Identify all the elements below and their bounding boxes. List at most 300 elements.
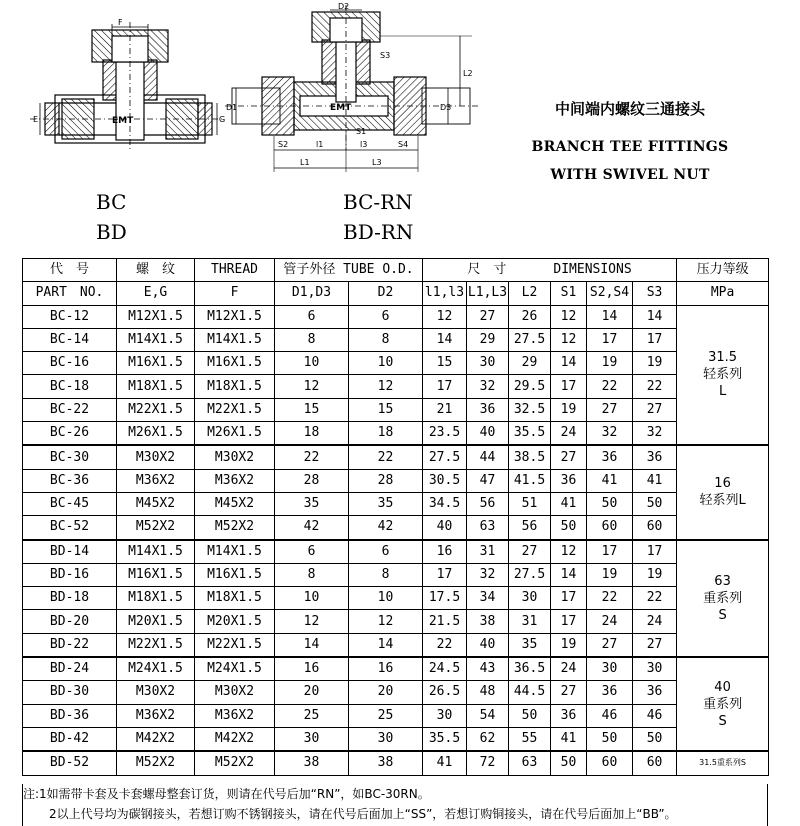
header-code: 代 号 <box>23 259 117 282</box>
table-cell: 41 <box>587 469 633 492</box>
table-cell: 22 <box>423 633 467 657</box>
notes <box>22 784 768 826</box>
table-cell: 17 <box>423 563 467 586</box>
pressure-line: 重系列 <box>703 696 743 712</box>
table-cell: 72 <box>467 751 509 775</box>
table-cell: 14 <box>349 633 423 657</box>
table-cell: 35 <box>275 492 349 515</box>
table-cell: 36 <box>551 469 587 492</box>
pressure-cell <box>677 305 769 445</box>
table-cell: 6 <box>275 540 349 564</box>
table-cell: 8 <box>275 328 349 351</box>
table-cell: M26X1.5 <box>195 422 275 446</box>
table-cell: 27.5 <box>509 563 551 586</box>
table-cell: 41 <box>423 751 467 775</box>
table-cell: M52X2 <box>117 751 195 775</box>
table-row <box>23 375 769 398</box>
table-cell: 36 <box>633 681 677 704</box>
table-cell: BD-22 <box>23 633 117 657</box>
header2-cell: PART NO. <box>23 282 117 305</box>
table-cell: M52X2 <box>195 516 275 540</box>
table-cell: 17 <box>633 540 677 564</box>
table-cell: 46 <box>633 704 677 727</box>
table-cell: M45X2 <box>195 492 275 515</box>
table-cell: 34 <box>467 587 509 610</box>
title-cn: 中间端内螺纹三通接头 <box>554 100 705 118</box>
header2-cell: MPa <box>677 282 769 305</box>
header2-cell: L2 <box>509 282 551 305</box>
title-en-1: BRANCH TEE FITTINGS <box>531 139 729 155</box>
table-row <box>23 328 769 351</box>
table-cell: 19 <box>633 352 677 375</box>
table-cell: 17 <box>551 587 587 610</box>
header2-cell: E,G <box>117 282 195 305</box>
series-label-bc-rn: BC-RN <box>343 190 413 214</box>
table-cell: 24 <box>551 657 587 681</box>
label-L3: L3 <box>372 158 382 167</box>
table-row <box>23 398 769 421</box>
table-cell: 35.5 <box>423 727 467 751</box>
table-cell: 22 <box>587 375 633 398</box>
table-cell: 44.5 <box>509 681 551 704</box>
table-cell: 22 <box>349 445 423 469</box>
label-S3: S3 <box>380 51 391 60</box>
header2-cell: L1,L3 <box>467 282 509 305</box>
pressure-line: 轻系列 <box>703 367 743 383</box>
table-cell: M45X2 <box>117 492 195 515</box>
table-cell: 20 <box>349 681 423 704</box>
table-cell: 18 <box>349 422 423 446</box>
table-cell: BD-30 <box>23 681 117 704</box>
table-cell: M14X1.5 <box>195 540 275 564</box>
pressure-cell <box>677 751 769 775</box>
table-row <box>23 563 769 586</box>
table-cell: 35 <box>349 492 423 515</box>
pressure-line: 31.5重系列S <box>699 758 747 768</box>
table-row <box>23 681 769 704</box>
table-cell: 30 <box>423 704 467 727</box>
table-cell: 51 <box>509 492 551 515</box>
table-cell: 6 <box>349 540 423 564</box>
table-cell: BD-20 <box>23 610 117 633</box>
table-cell: 41 <box>551 492 587 515</box>
header2-cell: F <box>195 282 275 305</box>
series-label-bd: BD <box>96 220 127 244</box>
table-row <box>23 305 769 328</box>
table-cell: 38 <box>467 610 509 633</box>
table-cell: M30X2 <box>195 681 275 704</box>
table-cell: 60 <box>633 751 677 775</box>
table-cell: M52X2 <box>117 516 195 540</box>
table-cell: 24 <box>551 422 587 446</box>
table-cell: 27 <box>587 398 633 421</box>
table-cell: BD-18 <box>23 587 117 610</box>
table-cell: 17 <box>633 328 677 351</box>
table-cell: 54 <box>467 704 509 727</box>
pressure-line: 63 <box>714 573 731 589</box>
table-cell: 41 <box>551 727 587 751</box>
table-cell: 36 <box>587 681 633 704</box>
table-cell: BC-30 <box>23 445 117 469</box>
table-cell: 36 <box>587 445 633 469</box>
table-cell: 26 <box>509 305 551 328</box>
table-cell: M18X1.5 <box>195 375 275 398</box>
table-cell: 28 <box>349 469 423 492</box>
table-cell: BD-36 <box>23 704 117 727</box>
table-cell: 14 <box>587 305 633 328</box>
table-cell: M30X2 <box>117 445 195 469</box>
table-cell: 17.5 <box>423 587 467 610</box>
table-cell: 19 <box>633 563 677 586</box>
label-F: F <box>118 18 123 27</box>
pressure-line: 轻系列L <box>699 493 746 509</box>
table-cell: 40 <box>423 516 467 540</box>
table-cell: 17 <box>587 328 633 351</box>
note-line-1: 注:1如需带卡套及卡套螺母整套订货，则请在代号后加“RN”，如BC-30RN。 <box>23 787 430 801</box>
table-cell: 35 <box>509 633 551 657</box>
table-row <box>23 657 769 681</box>
table-row <box>23 751 769 775</box>
table-cell: 30 <box>587 657 633 681</box>
table-cell: M20X1.5 <box>195 610 275 633</box>
table-cell: 16 <box>423 540 467 564</box>
table-cell: 12 <box>551 540 587 564</box>
table-cell: 19 <box>551 633 587 657</box>
table-cell: 41.5 <box>509 469 551 492</box>
series-label-bc: BC <box>96 190 127 214</box>
table-cell: 22 <box>633 375 677 398</box>
table-cell: M14X1.5 <box>195 328 275 351</box>
table-cell: 62 <box>467 727 509 751</box>
spec-table-body <box>23 305 769 775</box>
table-cell: 12 <box>275 610 349 633</box>
table-cell: 27 <box>467 305 509 328</box>
table-cell: 30 <box>349 727 423 751</box>
table-cell: M52X2 <box>195 751 275 775</box>
table-cell: 18 <box>275 422 349 446</box>
pressure-line: 重系列 <box>703 590 743 606</box>
label-E: E <box>33 115 39 124</box>
table-cell: M42X2 <box>117 727 195 751</box>
table-cell: 30 <box>275 727 349 751</box>
pressure-line: S <box>718 713 727 729</box>
header2-cell: S2,S4 <box>587 282 633 305</box>
table-cell: BC-16 <box>23 352 117 375</box>
table-cell: M16X1.5 <box>195 563 275 586</box>
table-cell: 29 <box>467 328 509 351</box>
emt-logo-left: EMT <box>112 116 134 126</box>
table-cell: 50 <box>551 516 587 540</box>
table-cell: BD-14 <box>23 540 117 564</box>
table-cell: 12 <box>349 610 423 633</box>
header2-cell: S1 <box>551 282 587 305</box>
table-cell: 12 <box>423 305 467 328</box>
table-cell: 30 <box>509 587 551 610</box>
table-cell: 14 <box>423 328 467 351</box>
table-cell: 15 <box>275 398 349 421</box>
table-cell: M36X2 <box>195 469 275 492</box>
table-row <box>23 704 769 727</box>
pressure-cell <box>677 540 769 657</box>
table-cell: 32 <box>467 375 509 398</box>
table-cell: 10 <box>349 587 423 610</box>
table-cell: M36X2 <box>117 704 195 727</box>
table-row <box>23 469 769 492</box>
table-cell: 14 <box>551 352 587 375</box>
table-cell: BC-52 <box>23 516 117 540</box>
table-cell: M16X1.5 <box>195 352 275 375</box>
tee-drawing-right <box>225 5 480 172</box>
table-row <box>23 352 769 375</box>
table-row <box>23 610 769 633</box>
pressure-cell <box>677 445 769 539</box>
table-cell: 31 <box>467 540 509 564</box>
header-row-2 <box>23 282 769 305</box>
series-label-bd-rn: BD-RN <box>343 220 414 244</box>
table-cell: M18X1.5 <box>117 375 195 398</box>
pressure-line: 16 <box>714 476 731 492</box>
table-cell: BC-26 <box>23 422 117 446</box>
table-cell: 56 <box>467 492 509 515</box>
label-l1: l1 <box>316 140 324 149</box>
table-cell: BC-18 <box>23 375 117 398</box>
header-row-1 <box>23 259 769 282</box>
table-cell: M18X1.5 <box>195 587 275 610</box>
table-cell: 14 <box>275 633 349 657</box>
table-cell: 27 <box>551 681 587 704</box>
table-cell: M12X1.5 <box>117 305 195 328</box>
header-pressure: 压力等级 <box>677 259 769 282</box>
header2-cell: S3 <box>633 282 677 305</box>
table-cell: 27.5 <box>509 328 551 351</box>
table-cell: 50 <box>633 727 677 751</box>
table-cell: M22X1.5 <box>117 633 195 657</box>
table-cell: M30X2 <box>195 445 275 469</box>
table-cell: 60 <box>587 751 633 775</box>
table-cell: 27 <box>551 445 587 469</box>
table-cell: 27 <box>587 633 633 657</box>
table-cell: 41 <box>633 469 677 492</box>
table-cell: 19 <box>587 563 633 586</box>
label-S1: S1 <box>356 127 367 136</box>
label-G: G <box>219 115 226 124</box>
table-cell: 50 <box>551 751 587 775</box>
table-cell: 21 <box>423 398 467 421</box>
table-cell: 55 <box>509 727 551 751</box>
table-cell: 29.5 <box>509 375 551 398</box>
label-D2: D2 <box>338 2 350 11</box>
table-cell: 12 <box>349 375 423 398</box>
table-cell: 30 <box>633 657 677 681</box>
table-cell: 32.5 <box>509 398 551 421</box>
table-row <box>23 587 769 610</box>
header-dim-en: DIMENSIONS <box>553 262 632 278</box>
table-cell: 34.5 <box>423 492 467 515</box>
table-cell: M14X1.5 <box>117 540 195 564</box>
table-row <box>23 516 769 540</box>
header-thread-cn: 螺 纹 <box>117 259 195 282</box>
table-cell: 36.5 <box>509 657 551 681</box>
table-cell: 42 <box>275 516 349 540</box>
table-cell: 12 <box>551 305 587 328</box>
table-cell: 8 <box>349 328 423 351</box>
table-cell: 32 <box>467 563 509 586</box>
table-row <box>23 727 769 751</box>
table-cell: 38.5 <box>509 445 551 469</box>
table-cell: 27.5 <box>423 445 467 469</box>
table-cell: 32 <box>633 422 677 446</box>
table-cell: 12 <box>551 328 587 351</box>
pressure-line: S <box>718 607 727 623</box>
table-cell: 25 <box>275 704 349 727</box>
table-cell: 27 <box>633 633 677 657</box>
header-tube-od: 管子外径 TUBE O.D. <box>275 259 423 282</box>
table-cell: 63 <box>509 751 551 775</box>
table-cell: BC-14 <box>23 328 117 351</box>
label-D3: D3 <box>440 103 452 112</box>
table-cell: BD-42 <box>23 727 117 751</box>
table-cell: 22 <box>633 587 677 610</box>
header-dim-cn: 尺 寸 <box>467 262 507 278</box>
table-cell: M22X1.5 <box>195 633 275 657</box>
header2-cell: D1,D3 <box>275 282 349 305</box>
header-dimensions <box>423 259 677 282</box>
table-cell: 17 <box>423 375 467 398</box>
table-cell: 15 <box>423 352 467 375</box>
table-cell: 6 <box>275 305 349 328</box>
table-cell: BC-12 <box>23 305 117 328</box>
table-cell: 31 <box>509 610 551 633</box>
table-cell: BC-36 <box>23 469 117 492</box>
table-cell: 30.5 <box>423 469 467 492</box>
table-cell: 50 <box>509 704 551 727</box>
table-cell: 50 <box>633 492 677 515</box>
table-cell: 23.5 <box>423 422 467 446</box>
table-cell: M18X1.5 <box>117 587 195 610</box>
table-row <box>23 422 769 446</box>
table-cell: M24X1.5 <box>195 657 275 681</box>
table-cell: 17 <box>587 540 633 564</box>
table-cell: 22 <box>275 445 349 469</box>
table-cell: M16X1.5 <box>117 352 195 375</box>
table-cell: BD-52 <box>23 751 117 775</box>
table-cell: M14X1.5 <box>117 328 195 351</box>
table-cell: 42 <box>349 516 423 540</box>
table-cell: 14 <box>551 563 587 586</box>
table-cell: 63 <box>467 516 509 540</box>
table-cell: M16X1.5 <box>117 563 195 586</box>
table-cell: 21.5 <box>423 610 467 633</box>
label-S4: S4 <box>398 140 409 149</box>
table-cell: M22X1.5 <box>195 398 275 421</box>
label-L2: L2 <box>463 69 473 78</box>
table-cell: 27 <box>633 398 677 421</box>
table-cell: M24X1.5 <box>117 657 195 681</box>
table-cell: 40 <box>467 633 509 657</box>
table-row <box>23 633 769 657</box>
table-cell: M26X1.5 <box>117 422 195 446</box>
table-cell: 8 <box>349 563 423 586</box>
header2-cell: D2 <box>349 282 423 305</box>
table-cell: 36 <box>551 704 587 727</box>
table-cell: BD-24 <box>23 657 117 681</box>
table-cell: M22X1.5 <box>117 398 195 421</box>
table-cell: 50 <box>587 492 633 515</box>
table-cell: M42X2 <box>195 727 275 751</box>
table-cell: M20X1.5 <box>117 610 195 633</box>
table-cell: M36X2 <box>195 704 275 727</box>
table-cell: 10 <box>349 352 423 375</box>
table-cell: 60 <box>633 516 677 540</box>
table-cell: 22 <box>587 587 633 610</box>
pressure-line: 31.5 <box>708 350 738 366</box>
table-cell: 56 <box>509 516 551 540</box>
table-cell: 14 <box>633 305 677 328</box>
table-cell: BC-22 <box>23 398 117 421</box>
table-cell: 50 <box>587 727 633 751</box>
table-cell: 44 <box>467 445 509 469</box>
table-cell: 8 <box>275 563 349 586</box>
table-cell: 36 <box>467 398 509 421</box>
table-cell: 36 <box>633 445 677 469</box>
table-cell: 17 <box>551 375 587 398</box>
label-l3: l3 <box>360 140 368 149</box>
table-cell: 30 <box>467 352 509 375</box>
table-cell: M36X2 <box>117 469 195 492</box>
table-cell: 27 <box>509 540 551 564</box>
table-cell: 43 <box>467 657 509 681</box>
table-cell: 6 <box>349 305 423 328</box>
table-cell: 60 <box>587 516 633 540</box>
table-cell: 32 <box>587 422 633 446</box>
table-cell: 17 <box>551 610 587 633</box>
table-cell: 24.5 <box>423 657 467 681</box>
table-cell: 28 <box>275 469 349 492</box>
pressure-cell <box>677 657 769 751</box>
emt-logo-right: EMT <box>330 103 352 113</box>
table-cell: 19 <box>587 352 633 375</box>
table-cell: 40 <box>467 422 509 446</box>
table-cell: BC-45 <box>23 492 117 515</box>
table-cell: 10 <box>275 587 349 610</box>
table-cell: 10 <box>275 352 349 375</box>
table-cell: 15 <box>349 398 423 421</box>
tee-drawing-left <box>30 22 225 150</box>
table-cell: 16 <box>275 657 349 681</box>
title-en-2: WITH SWIVEL NUT <box>550 167 710 183</box>
label-S2: S2 <box>278 140 289 149</box>
table-cell: 35.5 <box>509 422 551 446</box>
table-cell: 20 <box>275 681 349 704</box>
table-cell: 38 <box>349 751 423 775</box>
title-block <box>515 98 745 189</box>
header2-cell: l1,l3 <box>423 282 467 305</box>
pressure-line: 40 <box>714 679 731 695</box>
table-cell: 46 <box>587 704 633 727</box>
table-row <box>23 445 769 469</box>
pressure-line: L <box>718 384 727 400</box>
table-cell: BD-16 <box>23 563 117 586</box>
table-cell: 38 <box>275 751 349 775</box>
table-cell: 47 <box>467 469 509 492</box>
table-cell: M12X1.5 <box>195 305 275 328</box>
table-cell: M30X2 <box>117 681 195 704</box>
table-cell: 16 <box>349 657 423 681</box>
table-cell: 48 <box>467 681 509 704</box>
header-thread-en: THREAD <box>195 259 275 282</box>
table-cell: 29 <box>509 352 551 375</box>
table-cell: 24 <box>633 610 677 633</box>
